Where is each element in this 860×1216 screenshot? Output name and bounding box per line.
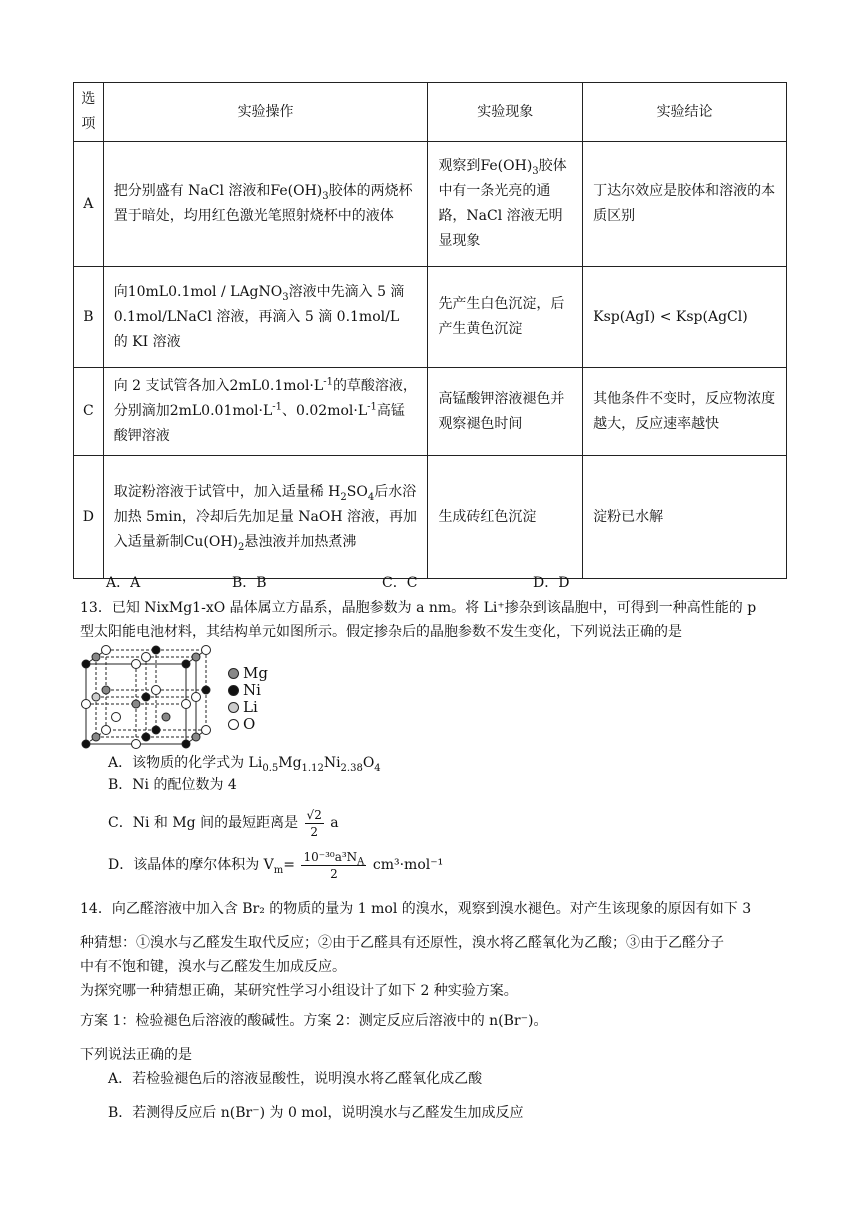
q13-choice-d — [108, 848, 443, 882]
op-text: 溶液中先滴入 5 滴 0.1mol/LNaCl 溶液，再滴入 5 滴 0.1mol/L 的 KI 溶液 — [113, 283, 405, 350]
row-operation — [103, 368, 428, 456]
op-text: 取淀粉溶液于试管中，加入适量稀 H — [113, 483, 341, 500]
legend-label: Mg — [243, 664, 268, 682]
op-text: 悬浊液并加热煮沸 — [244, 533, 357, 550]
legend-label: Ni — [243, 681, 261, 699]
choice-d-prefix: D．该晶体的摩尔体积为 V — [108, 857, 274, 873]
header-option-line2: 项 — [81, 116, 96, 132]
experiment-table — [73, 82, 787, 579]
formula: Fe(OH) — [480, 158, 533, 174]
q14-line1: 14．向乙醛溶液中加入含 Br₂ 的物质的量为 1 mol 的溴水，观察到溴水褪色。对产生该现象的原因有如下 3 — [80, 901, 752, 917]
header-phenomenon: 实验现象 — [428, 83, 583, 142]
row-conclusion: Ksp(AgI) < Ksp(AgCl) — [583, 267, 787, 368]
legend-o — [228, 715, 255, 733]
row-conclusion: 淀粉已水解 — [583, 456, 787, 579]
formula-sub: 3 — [282, 291, 289, 303]
formula: Fe(OH) — [270, 183, 323, 199]
q13-choice-b: B．Ni 的配位数为 4 — [108, 777, 237, 793]
q14-line5: 方案 1：检验褪色后溶液的酸碱性。方案 2：测定反应后溶液中的 n(Br⁻)。 — [80, 1013, 548, 1029]
mg-atom-icon — [228, 668, 239, 679]
q13-stem-line2: 型太阳能电池材料，其结构单元如图所示。假定掺杂后的晶胞参数不发生变化，下列说法正确的是 — [80, 624, 682, 640]
crystal-structure-figure — [76, 642, 216, 752]
choice-d-fraction — [301, 849, 366, 882]
q14-line2: 种猜想：①溴水与乙醛发生取代反应；②由于乙醛具有还原性，溴水将乙醛氧化为乙酸；③由于乙醛分子 — [80, 935, 724, 951]
q13-choice-c — [108, 806, 339, 840]
formula-sub: 3 — [322, 190, 329, 202]
op-text: 后水浴加热 5min，冷却后先加足量 NaOH 溶液，再加入适量新制 — [113, 483, 418, 550]
row-operation — [103, 142, 428, 267]
equals-sign: = — [283, 857, 296, 873]
legend-ni — [228, 681, 261, 699]
row-phenomenon — [428, 142, 583, 267]
formula-sub: 4 — [367, 491, 375, 503]
op-text: 胶体的两烧杯置于暗处，均用红色激光笔照射烧杯中的液体 — [113, 183, 413, 224]
legend-label: O — [243, 715, 256, 733]
choice-c-prefix: C．Ni 和 Mg 间的最短距离是 — [108, 815, 299, 831]
o-atom-icon — [228, 719, 239, 730]
q12-choice-d: D．D — [533, 575, 570, 591]
choice-d-suffix: cm³·mol⁻¹ — [372, 857, 444, 873]
op-text: 把分别盛有 NaCl 溶液和 — [113, 183, 271, 199]
num-sub: A — [357, 855, 365, 867]
row-option: A — [74, 142, 104, 267]
num-text: 10⁻³⁰a³N — [303, 849, 358, 864]
q13-stem-line1: 13．已知 NixMg1-xO 晶体属立方晶系，晶胞参数为 a nm。将 Li⁺掺杂到该晶胞中，可得到一种高性能的 p — [80, 600, 757, 616]
op-text: 向 2 支试管各加入2mL0.1mol·L — [113, 378, 324, 394]
fraction-denominator: 2 — [330, 866, 338, 881]
formula-sub: 3 — [532, 165, 539, 177]
q12-choice-c: C．C — [382, 575, 418, 591]
formula-sub: 2 — [340, 491, 347, 503]
row-option: D — [74, 456, 104, 579]
op-text: 、0.02mol·L — [282, 403, 368, 419]
header-conclusion: 实验结论 — [583, 83, 787, 142]
header-option — [74, 83, 104, 142]
choice-c-fraction — [305, 807, 324, 840]
formula-sup: -1 — [323, 376, 333, 388]
table-row — [74, 368, 787, 456]
choice-c-suffix: a — [330, 815, 339, 831]
q12-choice-b: B．B — [232, 575, 267, 591]
table-header-row — [74, 83, 787, 142]
op-text: 向10mL0.1mol / LAgNO — [113, 283, 283, 300]
li-atom-icon — [228, 702, 239, 713]
fraction-numerator: √2 — [306, 807, 322, 822]
row-operation — [103, 456, 428, 579]
ph-text: 观察到 — [438, 158, 481, 174]
ph-text: 胶体中有一条光亮的通路，NaCl 溶液无明显现象 — [438, 158, 567, 249]
row-option: C — [74, 368, 104, 456]
table-row — [74, 267, 787, 368]
formula-sup: -1 — [272, 401, 283, 413]
fraction-numerator — [301, 849, 366, 866]
formula: Cu(OH) — [183, 533, 239, 550]
formula-sup: -1 — [367, 401, 377, 413]
q14-line4: 为探究哪一种猜想正确，某研究性学习小组设计了如下 2 种实验方案。 — [80, 983, 518, 999]
row-conclusion: 其他条件不变时，反应物浓度越大，反应速率越快 — [583, 368, 787, 456]
op-text: 高锰酸钾溶液 — [113, 403, 405, 444]
choice-a-text: A．该物质的化学式为 $Li_{0.5}Mg_{1.12}Ni_{2.38}O_4$ — [108, 755, 381, 774]
ni-atom-icon — [228, 685, 239, 696]
q14-choice-b: B．若测得反应后 n(Br⁻) 为 0 mol，说明溴水与乙醛发生加成反应 — [108, 1105, 524, 1121]
row-option: B — [74, 267, 104, 368]
table-row — [74, 456, 787, 579]
q12-choice-a: A．A — [106, 575, 141, 591]
header-option-line1: 选 — [81, 91, 96, 107]
row-operation — [103, 267, 428, 368]
q13-choice-a — [108, 752, 381, 774]
fraction-denominator: 2 — [310, 824, 318, 839]
row-conclusion: 丁达尔效应是胶体和溶液的本质区别 — [583, 142, 787, 267]
row-phenomenon: 高锰酸钾溶液褪色并观察褪色时间 — [428, 368, 583, 456]
legend-li — [228, 698, 258, 716]
header-operation: 实验操作 — [103, 83, 428, 142]
legend-label: Li — [243, 698, 258, 716]
op-text: SO — [346, 483, 368, 500]
op-text: 的草酸溶液，分别滴加2mL0.01mol·L — [113, 378, 417, 419]
legend-mg — [228, 664, 268, 682]
q14-line3: 中有不饱和键，溴水与乙醛发生加成反应。 — [80, 959, 346, 975]
table-row — [74, 142, 787, 267]
row-phenomenon: 先产生白色沉淀，后产生黄色沉淀 — [428, 267, 583, 368]
vm-sub: m — [273, 864, 284, 876]
formula-sub: 2 — [238, 541, 245, 553]
q14-line6: 下列说法正确的是 — [80, 1047, 192, 1063]
q14-choice-a: A．若检验褪色后的溶液显酸性，说明溴水将乙醛氧化成乙酸 — [108, 1071, 483, 1087]
row-phenomenon: 生成砖红色沉淀 — [428, 456, 583, 579]
